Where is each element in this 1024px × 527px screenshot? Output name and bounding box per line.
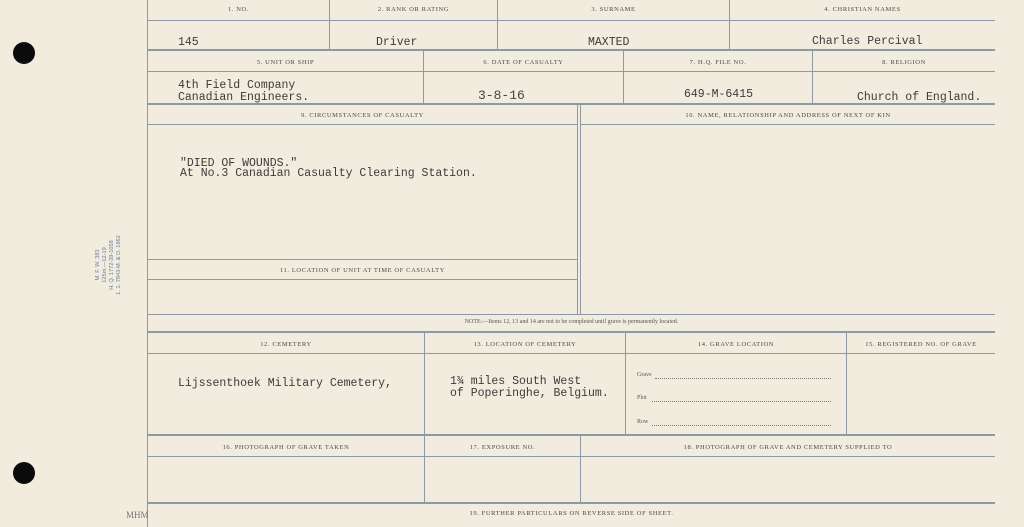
punch-hole-bottom bbox=[13, 462, 35, 484]
label-date: 6. DATE OF CASUALTY bbox=[483, 59, 564, 66]
value-surname: MAXTED bbox=[588, 36, 630, 49]
side-print: M. F. W. 383 125m.—12-19 H. Q. 1772-39-1058 1. 1. 7843-M. & D. 1962 bbox=[95, 235, 122, 295]
punch-hole-top bbox=[13, 42, 35, 64]
label-christian: 4. CHRISTIAN NAMES bbox=[824, 6, 901, 13]
value-no: 145 bbox=[178, 36, 199, 49]
label-no: 1. NO. bbox=[227, 6, 250, 13]
label-kin: 10. NAME, RELATIONSHIP AND ADDRESS OF NEXT OF KIN bbox=[685, 112, 891, 119]
plot-label: Plot bbox=[637, 395, 647, 401]
label-rank: 2. RANK OR RATING bbox=[377, 6, 450, 13]
label-cemetery: 12. CEMETERY bbox=[260, 341, 312, 348]
value-unit-line2: Canadian Engineers. bbox=[178, 91, 310, 104]
grave-label: Grave bbox=[637, 372, 652, 378]
label-photo-taken: 16. PHOTOGRAPH OF GRAVE TAKEN bbox=[222, 444, 350, 451]
value-cemetery: Lijssenthoek Military Cemetery, bbox=[178, 377, 392, 390]
value-christian: Charles Percival bbox=[812, 35, 923, 48]
label-location-unit: 11. LOCATION OF UNIT AT TIME OF CASUALTY bbox=[279, 267, 446, 274]
label-further: 19. FURTHER PARTICULARS ON REVERSE SIDE OF SHEET. bbox=[469, 510, 674, 517]
value-circumstances-line1: "DIED OF WOUNDS." bbox=[180, 157, 298, 170]
label-cemetery-location: 13. LOCATION OF CEMETERY bbox=[473, 341, 577, 348]
label-grave-location: 14. GRAVE LOCATION bbox=[697, 341, 775, 348]
label-exposure: 17. EXPOSURE NO. bbox=[469, 444, 536, 451]
value-circumstances-line2: At No.3 Canadian Casualty Clearing Station. bbox=[180, 167, 477, 180]
label-unit: 5. UNIT OR SHIP bbox=[256, 59, 315, 66]
note-text: NOTE:—Items 12, 13 and 14 are not to be completed until grave is permanently located. bbox=[464, 319, 679, 325]
label-religion: 8. RELIGION bbox=[882, 59, 926, 66]
value-rank: Driver bbox=[376, 36, 418, 49]
label-file: 7. H.Q. FILE NO. bbox=[689, 59, 747, 66]
row-label: Row bbox=[637, 419, 649, 425]
label-photo-supplied: 18. PHOTOGRAPH OF GRAVE AND CEMETERY SUPPLIED TO bbox=[683, 444, 893, 451]
label-surname: 3. SURNAME bbox=[591, 6, 636, 13]
label-registered: 15. REGISTERED NO. OF GRAVE bbox=[865, 341, 977, 348]
value-cemetery-location-line1: 1¾ miles South West bbox=[450, 375, 582, 388]
value-religion: Church of England. bbox=[857, 91, 982, 104]
value-file: 649-M-6415 bbox=[684, 88, 754, 101]
value-date: 3-8-16 bbox=[478, 88, 525, 103]
value-cemetery-location-line2: of Poperinghe, Belgium. bbox=[450, 387, 609, 400]
label-circumstances: 9. CIRCUMSTANCES OF CASUALTY bbox=[301, 112, 424, 119]
initials-stamp: MHM bbox=[126, 510, 149, 520]
value-unit-line1: 4th Field Company bbox=[178, 79, 296, 92]
